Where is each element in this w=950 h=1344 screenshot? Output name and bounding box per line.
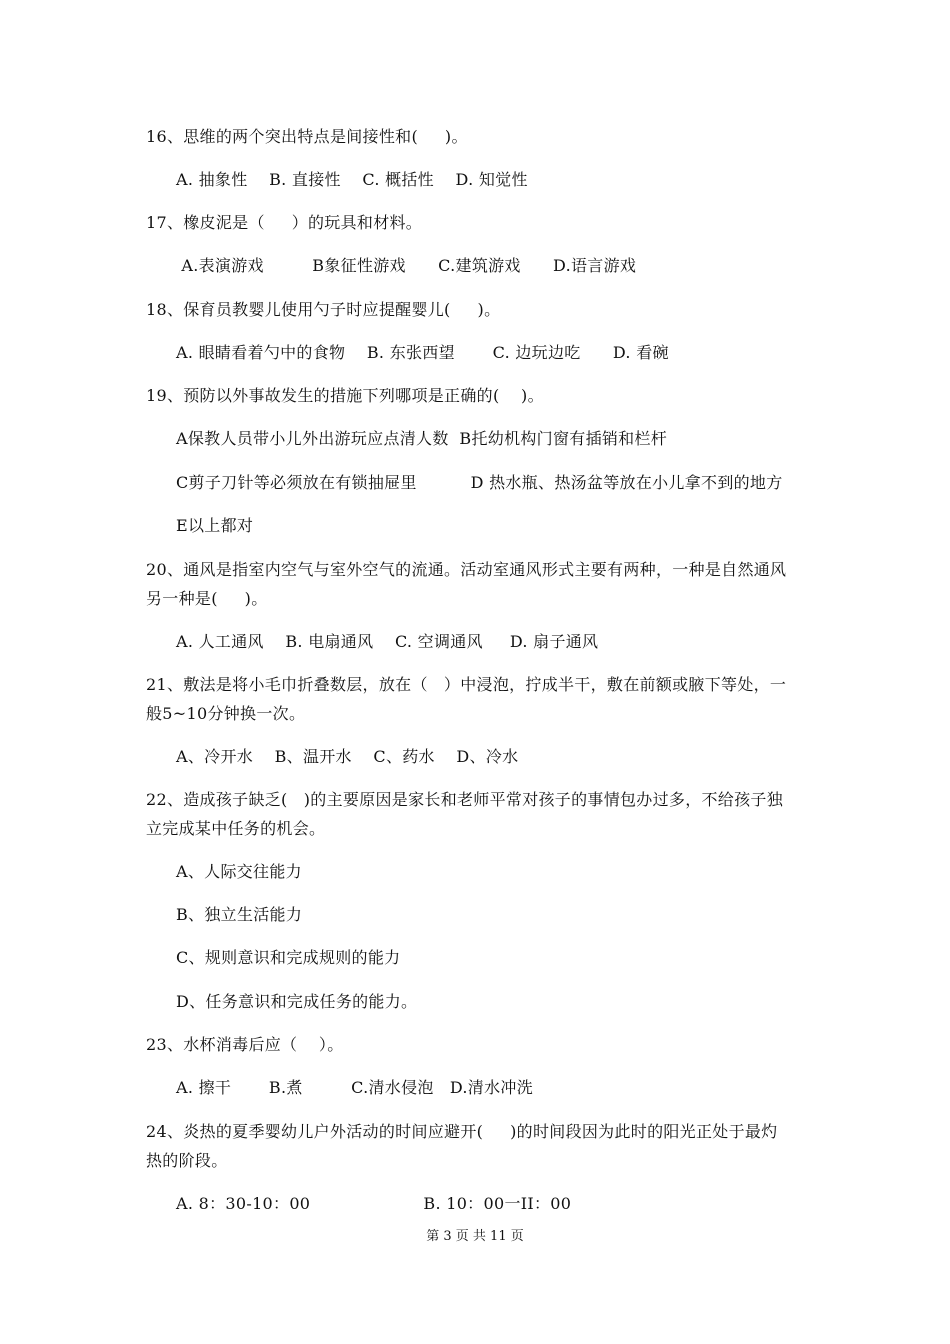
question-22-stem-line-2: 立完成某中任务的机会。 [146,819,326,838]
question-16-options: A. 抽象性 B. 直接性 C. 概括性 D. 知觉性 [176,170,528,189]
question-19-option-e: E以上都对 [176,516,254,535]
question-24-stem-line-2: 热的阶段。 [146,1151,228,1170]
question-21-options: A、冷开水 B、温开水 C、药水 D、冷水 [176,747,519,766]
question-17-options: A.表演游戏 B象征性游戏 C.建筑游戏 D.语言游戏 [176,256,637,275]
question-17-stem: 17、橡皮泥是（ ）的玩具和材料。 [146,213,423,232]
question-20-options: A. 人工通风 B. 电扇通风 C. 空调通风 D. 扇子通风 [176,632,599,651]
question-16-stem: 16、思维的两个突出特点是间接性和( )。 [146,127,468,146]
question-24-stem-line-1: 24、炎热的夏季婴幼儿户外活动的时间应避开( )的时间段因为此时的阳光正处于最灼 [146,1122,778,1141]
question-19-option-ab: A保教人员带小儿外出游玩应点清人数 B托幼机构门窗有插销和栏杆 [176,429,668,448]
question-21-stem-line-2: 般5~10分钟换一次。 [146,704,306,723]
page-number-footer: 第 3 页 共 11 页 [426,1229,524,1244]
question-24-options: A. 8：30-10：00 B. 10：00一II：00 [176,1194,572,1213]
question-23-stem: 23、水杯消毒后应（ ）。 [146,1035,344,1054]
question-20-stem-line-2: 另一种是( )。 [146,589,268,608]
question-19-stem: 19、预防以外事故发生的措施下列哪项是正确的( )。 [146,386,544,405]
question-18-stem: 18、保育员教婴儿使用勺子时应提醒婴儿( )。 [146,300,501,319]
question-22-stem-line-1: 22、造成孩子缺乏( )的主要原因是家长和老师平常对孩子的事情包办过多，不给孩子独 [146,790,784,809]
question-23-options: A. 擦干 B.煮 C.清水侵泡 D.清水冲洗 [176,1078,534,1097]
question-22-option-c: C、规则意识和完成规则的能力 [176,948,401,967]
question-19-option-cd: C剪子刀针等必须放在有锁抽屉里 D 热水瓶、热汤盆等放在小儿拿不到的地方 [176,473,783,492]
question-22-option-a: A、人际交往能力 [176,862,302,881]
question-18-options: A. 眼睛看着勺中的食物 B. 东张西望 C. 边玩边吃 D. 看碗 [176,343,669,362]
question-22-option-b: B、独立生活能力 [176,905,303,924]
question-22-option-d: D、任务意识和完成任务的能力。 [176,992,418,1011]
question-20-stem-line-1: 20、通风是指室内空气与室外空气的流通。活动室通风形式主要有两种，一种是自然通风 [146,560,787,579]
question-21-stem-line-1: 21、敷法是将小毛巾折叠数层，放在（ ）中浸泡，拧成半干，敷在前额或腋下等处，一 [146,675,787,694]
